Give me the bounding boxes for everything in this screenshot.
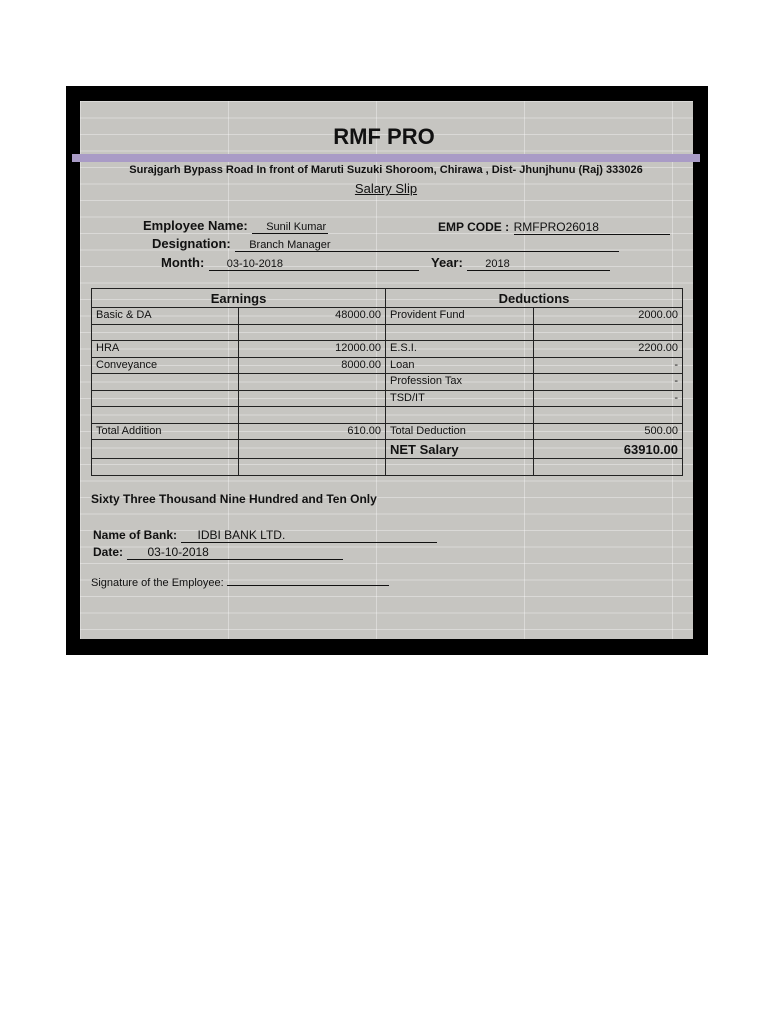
bank-value: IDBI BANK LTD. — [181, 528, 437, 543]
emp-code-value: RMFPRO26018 — [514, 220, 670, 235]
earning-item — [92, 324, 239, 341]
deduction-amount: - — [534, 374, 683, 391]
emp-code-label: EMP CODE : — [438, 220, 510, 234]
empty-cell — [534, 459, 683, 476]
deduction-item: Loan — [386, 357, 534, 374]
earning-amount: 610.00 — [239, 423, 386, 440]
bank-row — [93, 526, 437, 544]
empty-cell — [239, 440, 386, 459]
net-salary-row — [92, 440, 683, 459]
month-row — [161, 254, 419, 272]
earning-item — [92, 390, 239, 407]
deduction-amount: 2000.00 — [534, 308, 683, 325]
earning-amount — [239, 407, 386, 424]
company-name: RMF PRO — [333, 124, 435, 149]
table-row — [92, 341, 683, 358]
employee-name-value: Sunil Kumar — [252, 221, 328, 234]
deduction-amount: - — [534, 357, 683, 374]
deduction-item: Profession Tax — [386, 374, 534, 391]
designation-value: Branch Manager — [235, 239, 619, 252]
deduction-amount — [534, 407, 683, 424]
deduction-amount: 500.00 — [534, 423, 683, 440]
document-title: Salary Slip — [354, 181, 418, 196]
date-label: Date: — [93, 545, 124, 559]
earning-amount — [239, 324, 386, 341]
amount-in-words: Sixty Three Thousand Nine Hundred and Ten Only — [91, 492, 377, 506]
empty-cell — [92, 440, 239, 459]
deduction-amount: 2200.00 — [534, 341, 683, 358]
designation-label: Designation: — [152, 236, 231, 251]
deduction-item: TSD/IT — [386, 390, 534, 407]
table-row — [92, 459, 683, 476]
month-label: Month: — [161, 255, 205, 270]
deductions-header: Deductions — [386, 289, 683, 308]
earning-item — [92, 407, 239, 424]
table-row — [92, 324, 683, 341]
date-value: 03-10-2018 — [127, 545, 343, 560]
year-row — [431, 254, 610, 272]
signature-row — [91, 577, 389, 589]
earning-amount — [239, 390, 386, 407]
table-row — [92, 308, 683, 325]
company-address: Surajgarh Bypass Road In front of Maruti Suzuki Shoroom, Chirawa , Dist- Jhunjhunu (Raj) 333026 — [129, 164, 643, 176]
empty-cell — [239, 459, 386, 476]
table-header-row — [92, 289, 683, 308]
earning-amount: 8000.00 — [239, 357, 386, 374]
earning-item: Total Addition — [92, 423, 239, 440]
month-value: 03-10-2018 — [209, 258, 419, 271]
deduction-amount: - — [534, 390, 683, 407]
bank-label: Name of Bank: — [93, 528, 178, 542]
earning-item — [92, 374, 239, 391]
header-divider — [72, 154, 700, 162]
earning-item: HRA — [92, 341, 239, 358]
signature-line — [227, 585, 389, 586]
earning-amount — [239, 374, 386, 391]
emp-code-row — [438, 218, 670, 236]
year-label: Year: — [431, 255, 463, 270]
table-row — [92, 423, 683, 440]
deduction-item — [386, 407, 534, 424]
deduction-item: E.S.I. — [386, 341, 534, 358]
deduction-amount — [534, 324, 683, 341]
net-salary-value: 63910.00 — [534, 440, 683, 459]
earnings-header: Earnings — [92, 289, 386, 308]
year-value: 2018 — [467, 258, 610, 271]
net-salary-label: NET Salary — [386, 440, 534, 459]
employee-name-label: Employee Name: — [143, 218, 248, 233]
date-row — [93, 543, 343, 561]
empty-cell — [386, 459, 534, 476]
table-row — [92, 374, 683, 391]
table-row — [92, 390, 683, 407]
deduction-item: Total Deduction — [386, 423, 534, 440]
earning-amount: 12000.00 — [239, 341, 386, 358]
employee-name-row — [143, 217, 328, 235]
salary-table — [91, 288, 683, 476]
earning-item: Basic & DA — [92, 308, 239, 325]
table-row — [92, 357, 683, 374]
designation-row — [152, 235, 619, 253]
empty-cell — [92, 459, 239, 476]
deduction-item — [386, 324, 534, 341]
earning-amount: 48000.00 — [239, 308, 386, 325]
table-row — [92, 407, 683, 424]
earning-item: Conveyance — [92, 357, 239, 374]
deduction-item: Provident Fund — [386, 308, 534, 325]
signature-label: Signature of the Employee: — [91, 577, 224, 589]
